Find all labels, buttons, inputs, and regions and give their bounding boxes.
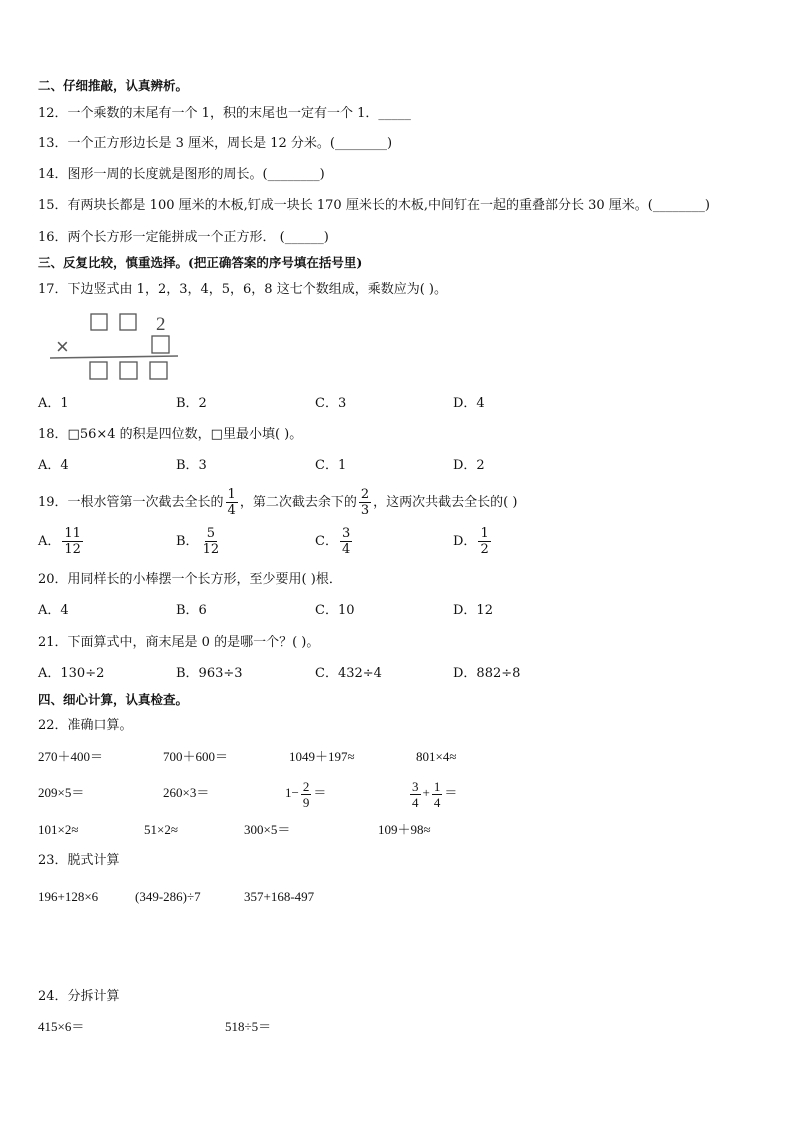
- calc-item: 300×5＝: [244, 822, 291, 837]
- option-label: B．: [176, 534, 199, 549]
- question-16: 16．两个长方形一定能拼成一个正方形． (______): [38, 230, 329, 245]
- calc-text: ＝: [444, 785, 458, 800]
- calc-item: 260×3＝: [163, 785, 210, 800]
- figure-top-digit: 2: [156, 314, 166, 335]
- fraction-denominator: 4: [412, 794, 419, 810]
- q19-text-1: 19．一根水管第一次截去全长的: [38, 495, 224, 510]
- question-17-stem: 17．下边竖式由 1，2，3，4，5，6，8 这七个数组成，乘数应为( )。: [38, 282, 447, 297]
- calc-item: 415×6＝: [38, 1019, 85, 1034]
- q19-text-3: ，这两次共截去全长的( ): [373, 495, 518, 510]
- question-23-title: 23．脱式计算: [38, 853, 120, 868]
- fraction-numerator: 3: [341, 526, 351, 541]
- calc-fraction: [410, 779, 421, 810]
- calc-text: ＝: [313, 785, 327, 800]
- product-box: [90, 362, 107, 379]
- q18-option-b: B．3: [176, 458, 207, 473]
- q19-fraction-1: [226, 487, 238, 518]
- fraction-denominator: 9: [302, 794, 310, 810]
- fraction-denominator: 12: [202, 542, 220, 557]
- question-18-stem: 18．□56×4 的积是四位数，□里最小填( )。: [38, 427, 303, 442]
- fraction-numerator: 1: [227, 487, 236, 502]
- q20-option-d: D．12: [453, 603, 493, 618]
- calc-item-fraction: [285, 777, 326, 810]
- q17-option-b: B．2: [176, 396, 207, 411]
- option-fraction: [62, 526, 83, 557]
- question-21-stem: 21．下面算式中，商末尾是 0 的是哪一个？( )。: [38, 635, 320, 650]
- option-fraction: [340, 526, 352, 557]
- option-fraction: [201, 526, 222, 557]
- fraction-numerator: 2: [360, 487, 370, 502]
- q18-option-d: D．2: [453, 458, 485, 473]
- q20-option-c: C．10: [315, 603, 355, 618]
- question-12: 12．一个乘数的末尾有一个 1，积的末尾也一定有一个 1．_____: [38, 106, 411, 121]
- calc-item-fraction-sum: [408, 777, 457, 810]
- digit-box: [120, 314, 136, 330]
- calc-item: 801×4≈: [416, 749, 457, 764]
- fraction-denominator: 4: [341, 542, 351, 557]
- fraction-numerator: 1: [433, 778, 441, 794]
- calc-item: 196+128×6: [38, 889, 99, 904]
- fraction-numerator: 1: [480, 526, 489, 541]
- question-19-stem: [38, 487, 517, 519]
- q18-option-a: A．4: [38, 458, 69, 473]
- q21-option-b: B．963÷3: [176, 666, 243, 681]
- question-15: 15．有两块长都是 100 厘米的木板,钉成一块长 170 厘米长的木板,中间钉在一起的重叠部分长 30 厘米。(________): [38, 198, 710, 213]
- calc-item: 270＋400＝: [38, 749, 104, 764]
- product-box: [150, 362, 167, 379]
- option-label: A．: [38, 534, 61, 549]
- q19-option-b: [176, 526, 223, 558]
- calc-item: 109＋98≈: [378, 822, 431, 837]
- fraction-numerator: 2: [302, 778, 310, 794]
- calc-item: 101×2≈: [38, 822, 79, 837]
- times-sign: ×: [56, 334, 69, 359]
- q19-option-a: [38, 526, 85, 558]
- q19-text-2: ，第二次截去余下的: [239, 495, 357, 510]
- question-14: 14．图形一周的长度就是图形的周长。(________): [38, 167, 325, 182]
- calc-item: 209×5＝: [38, 785, 85, 800]
- question-20-stem: 20．用同样长的小棒摆一个长方形，至少要用( )根．: [38, 572, 342, 587]
- fraction-denominator: 2: [480, 542, 489, 557]
- calc-item: 357+168-497: [244, 889, 315, 904]
- option-label: C．: [315, 534, 338, 549]
- q17-option-a: A．1: [38, 396, 69, 411]
- fraction-numerator: 3: [412, 778, 419, 794]
- digit-box: [91, 314, 107, 330]
- fraction-denominator: 4: [433, 794, 441, 810]
- q17-option-d: D．4: [453, 396, 485, 411]
- section-3-title: 三、反复比较，慎重选择。(把正确答案的序号填在括号里): [38, 255, 363, 270]
- calc-text: +: [422, 785, 430, 800]
- q20-option-b: B．6: [176, 603, 207, 618]
- fraction-numerator: 11: [64, 526, 81, 541]
- option-label: D．: [453, 534, 477, 549]
- calc-item: (349-286)÷7: [135, 889, 201, 904]
- calc-item: 1049＋197≈: [289, 749, 355, 764]
- q17-option-c: C．3: [315, 396, 347, 411]
- calc-text: 1−: [285, 785, 299, 800]
- vertical-multiplication-figure: [46, 310, 186, 386]
- calc-fraction: [301, 779, 312, 810]
- section-2-title: 二、仔细推敲，认真辨析。: [38, 78, 189, 93]
- q19-option-c: [315, 526, 354, 558]
- q21-option-d: D．882÷8: [453, 666, 521, 681]
- q21-option-a: A．130÷2: [38, 666, 105, 681]
- fraction-denominator: 3: [360, 503, 370, 518]
- q19-option-d: [453, 526, 493, 558]
- q19-fraction-2: [359, 487, 371, 518]
- question-13: 13．一个正方形边长是 3 厘米，周长是 12 分米。(________): [38, 136, 393, 151]
- section-4-title: 四、细心计算，认真检查。: [38, 692, 189, 707]
- q18-option-c: C．1: [315, 458, 347, 473]
- calc-fraction: [432, 779, 443, 810]
- q21-option-c: C．432÷4: [315, 666, 382, 681]
- fraction-numerator: 5: [206, 526, 215, 541]
- q20-option-a: A．4: [38, 603, 69, 618]
- question-22-title: 22．准确口算。: [38, 718, 133, 733]
- calc-item: 518÷5＝: [225, 1019, 272, 1034]
- question-24-title: 24．分拆计算: [38, 989, 120, 1004]
- calc-item: 51×2≈: [144, 822, 178, 837]
- product-box: [120, 362, 137, 379]
- fraction-denominator: 4: [227, 503, 236, 518]
- option-fraction: [478, 526, 490, 557]
- multiplier-box: [152, 336, 169, 353]
- calc-item: 700＋600＝: [163, 749, 229, 764]
- figure-rule-line: [50, 356, 178, 358]
- fraction-denominator: 12: [64, 542, 81, 557]
